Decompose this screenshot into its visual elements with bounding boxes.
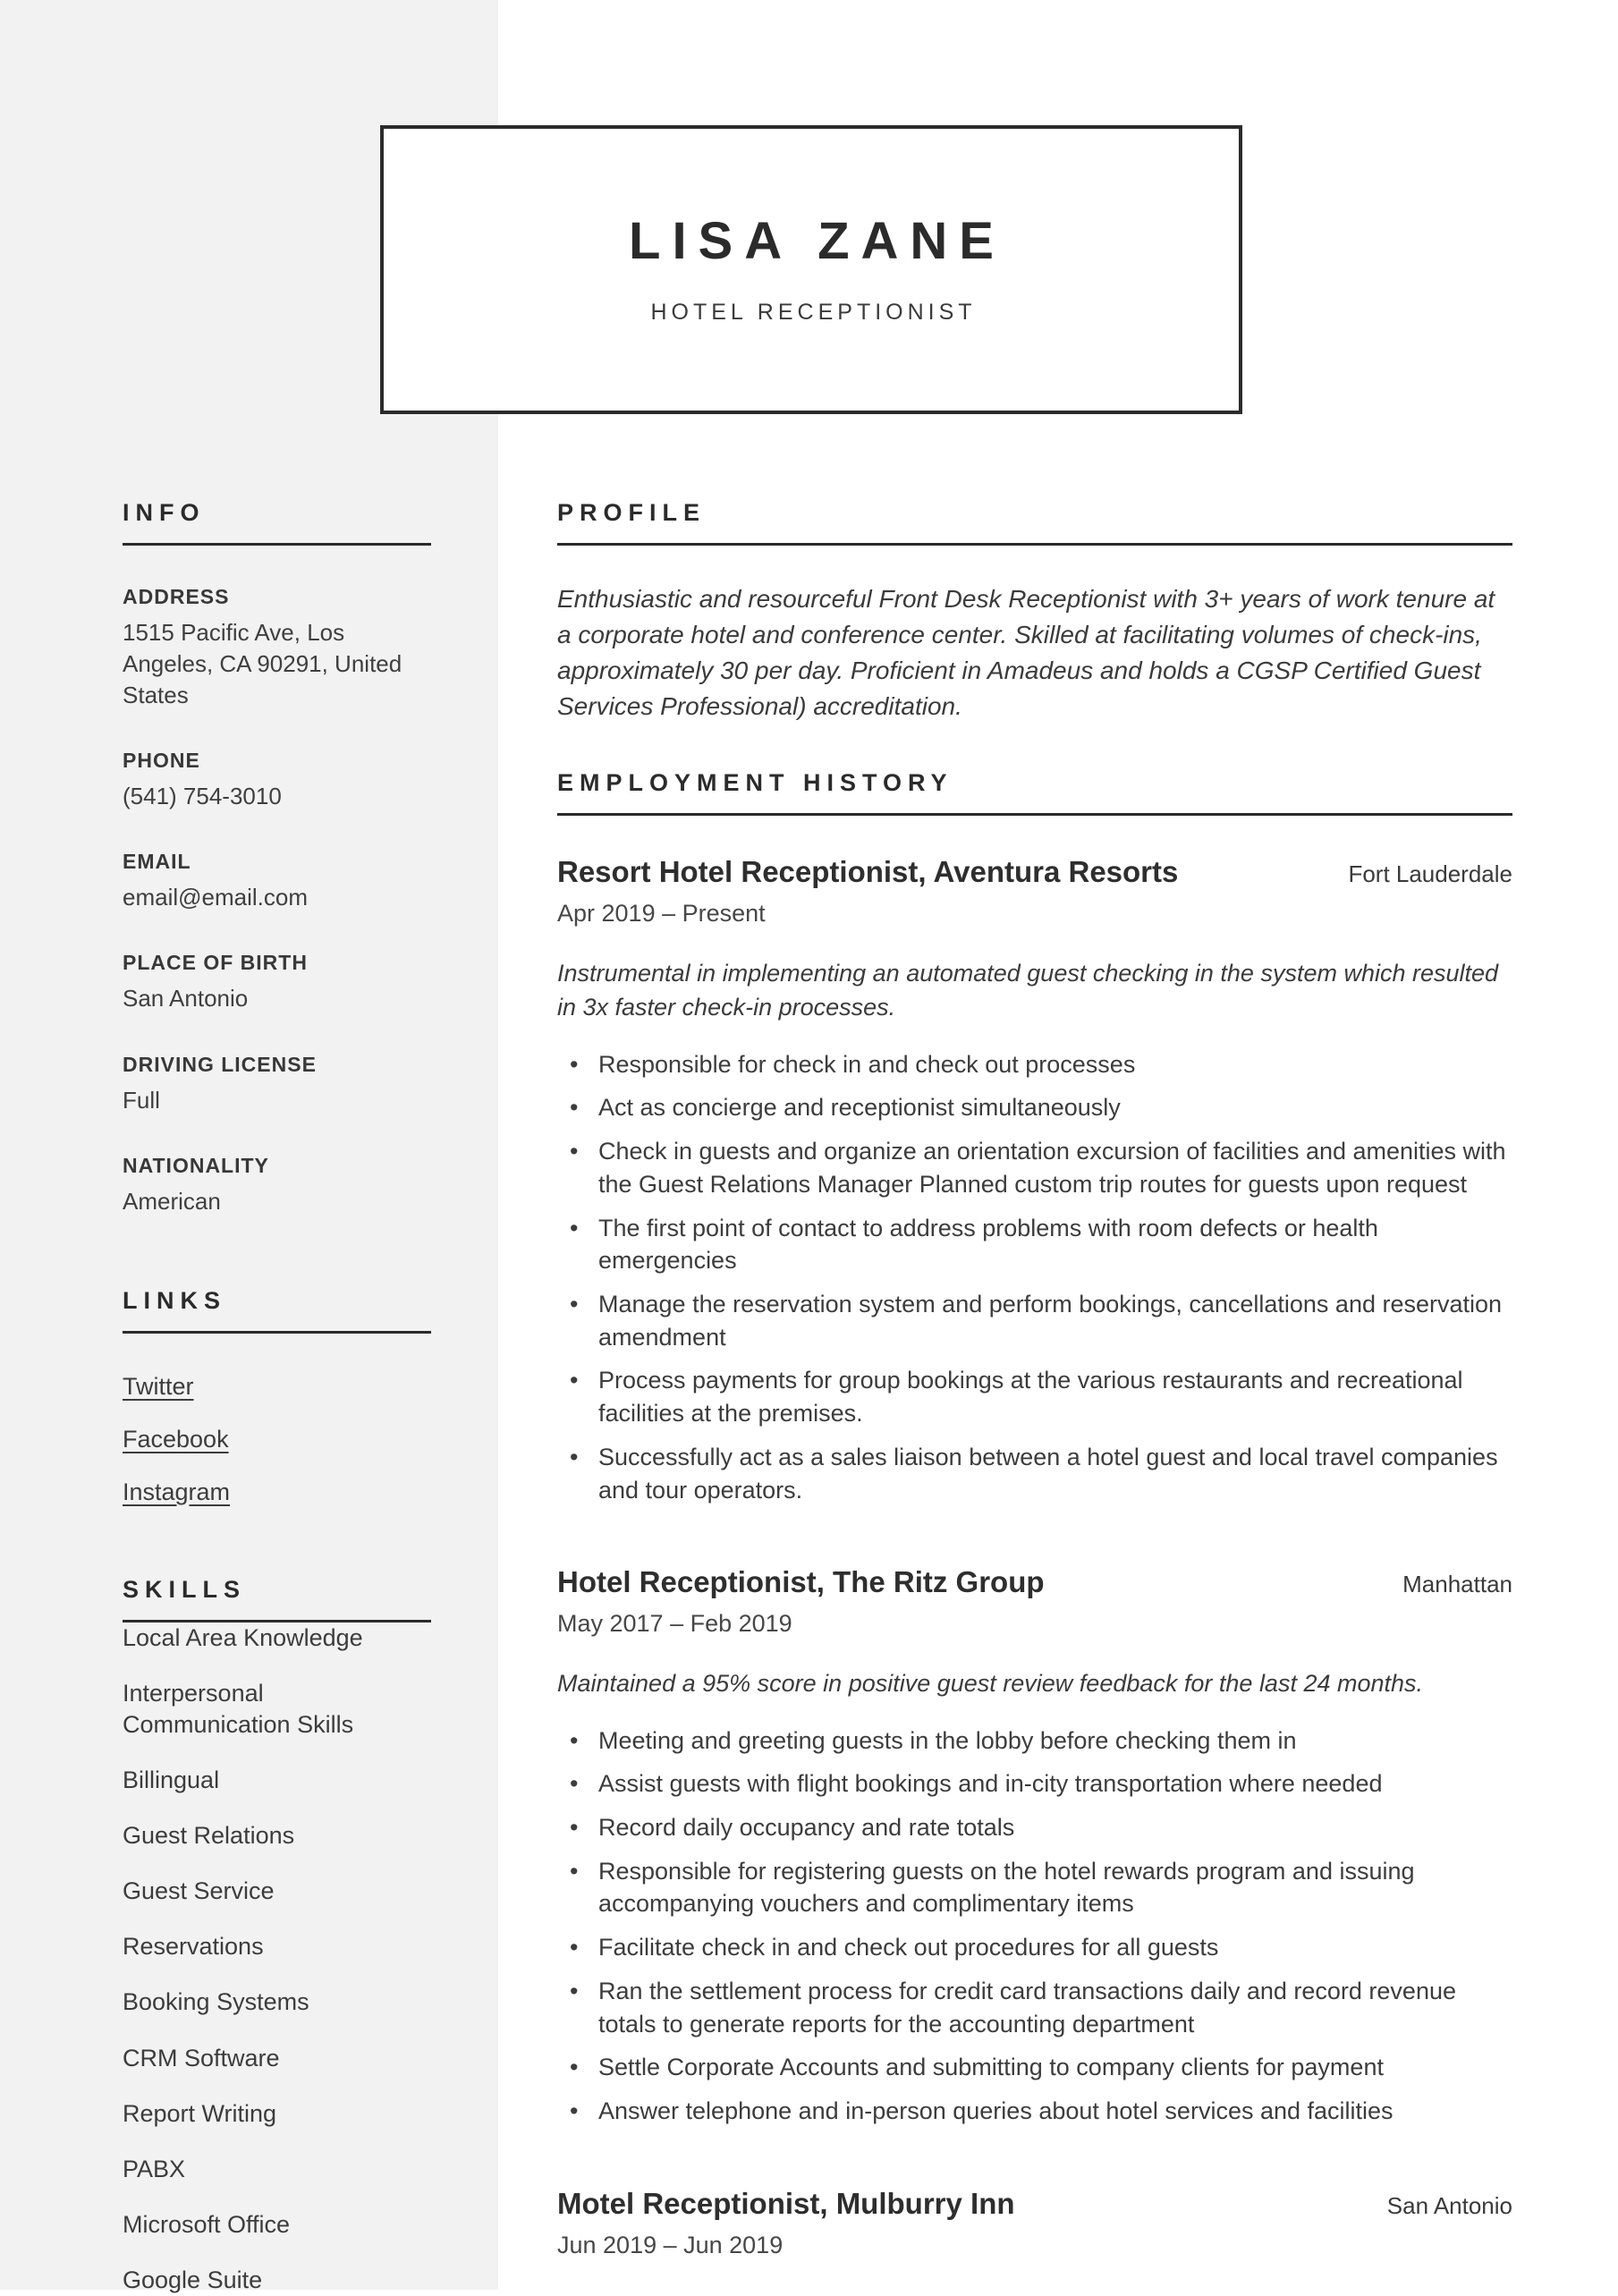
skill-item: PABX xyxy=(123,2155,186,2182)
field-value: American xyxy=(123,1187,221,1215)
job-bullet: • Record daily occupancy and rate totals xyxy=(557,1811,1512,1844)
field-label: ADDRESS xyxy=(123,585,230,608)
employment-section xyxy=(557,771,1512,2259)
job-bullet: • Responsible for check in and check out processes xyxy=(557,1048,1512,1081)
job-dates: Apr 2019 – Present xyxy=(557,900,766,928)
field-label: PHONE xyxy=(123,749,200,773)
field-label: DRIVING LICENSE xyxy=(123,1052,317,1076)
job-location: Manhattan xyxy=(1402,1571,1512,1598)
info-field-place-of-birth xyxy=(123,951,431,1014)
job-title-row xyxy=(557,2187,1512,2221)
info-field-driving-license xyxy=(123,1053,431,1116)
job-title: Resort Hotel Receptionist, Aventura Resorts xyxy=(557,855,1179,889)
job-summary: Maintained a 95% score in positive guest review feedback for the last 24 months. xyxy=(557,1670,1424,1698)
job-title: Motel Receptionist, Mulburry Inn xyxy=(557,2186,1015,2220)
profile-section xyxy=(557,501,1512,724)
link-instagram[interactable]: Instagram xyxy=(123,1478,231,1505)
job-bullet: • Meeting and greeting guests in the lobby before checking them in xyxy=(557,1724,1512,1758)
field-value: Full xyxy=(123,1086,160,1114)
candidate-name: LISA ZANE xyxy=(629,212,1005,270)
skill-item: Report Writing xyxy=(123,2099,277,2127)
field-label: EMAIL xyxy=(123,850,191,874)
main-column xyxy=(557,501,1512,2259)
info-fields xyxy=(123,585,431,1217)
job-title-row xyxy=(557,1565,1512,1599)
job-entry-ritz-group xyxy=(557,1565,1512,2127)
job-location: San Antonio xyxy=(1386,2191,1512,2219)
links-divider xyxy=(123,1331,431,1334)
job-dates: Jun 2019 – Jun 2019 xyxy=(557,2231,784,2258)
employment-heading: EMPLOYMENT HISTORY xyxy=(557,769,953,797)
job-bullet: • The first point of contact to address problems with room defects or health emergencies xyxy=(557,1212,1512,1277)
employment-divider xyxy=(557,813,1512,816)
field-value: (541) 754-3010 xyxy=(123,783,282,810)
skill-item: Guest Relations xyxy=(123,1822,295,1850)
skill-item: CRM Software xyxy=(123,2044,280,2071)
skill-item: Billingual xyxy=(123,1766,220,1794)
job-bullet-list xyxy=(557,1048,1512,1507)
links-heading: LINKS xyxy=(123,1286,226,1314)
job-bullet: • Answer telephone and in-person queries about hotel services and facilities xyxy=(557,2095,1512,2128)
field-label: PLACE OF BIRTH xyxy=(123,951,308,975)
job-bullet: • Successfully act as a sales liaison between a hotel guest and local travel companies and tour operators. xyxy=(557,1441,1512,1506)
job-bullet: • Settle Corporate Accounts and submitting to company clients for payment xyxy=(557,2051,1512,2084)
field-value: San Antonio xyxy=(123,985,249,1012)
job-bullet: • Facilitate check in and check out procedures for all guests xyxy=(557,1931,1512,1964)
field-label: NATIONALITY xyxy=(123,1153,269,1177)
links-section xyxy=(123,1286,431,1506)
job-bullet: • Responsible for registering guests on the hotel rewards program and issuing accompanying vouchers and complimentary items xyxy=(557,1855,1512,1920)
info-field-email xyxy=(123,850,431,913)
links-list xyxy=(123,1373,431,1506)
job-entry-aventura-resorts xyxy=(557,855,1512,1506)
field-value: email@email.com xyxy=(123,884,308,911)
skill-item: Google Suite xyxy=(123,2266,263,2293)
job-bullet: • Act as concierge and receptionist simultaneously xyxy=(557,1091,1512,1124)
info-heading: INFO xyxy=(123,499,206,526)
job-bullet: • Manage the reservation system and perform bookings, cancellations and reservation amendment xyxy=(557,1288,1512,1353)
job-entry-mulburry-inn xyxy=(557,2187,1512,2259)
job-bullet-list xyxy=(557,1724,1512,2128)
skills-heading: SKILLS xyxy=(123,1575,247,1603)
info-divider xyxy=(123,543,431,546)
info-field-nationality xyxy=(123,1154,431,1217)
candidate-job-title: HOTEL RECEPTIONIST xyxy=(650,300,977,325)
skill-item: Booking Systems xyxy=(123,1988,309,2016)
job-bullet: • Check in guests and organize an orientation excursion of facilities and amenities with the Guest Relations Manager Planned custom trip routes for guests upon request xyxy=(557,1135,1512,1200)
skills-list xyxy=(123,1622,431,2296)
job-bullet: • Ran the settlement process for credit card transactions daily and record revenue totals to generate reports for the accounting department xyxy=(557,1975,1512,2040)
job-location: Fort Lauderdale xyxy=(1348,860,1512,888)
job-bullet: • Assist guests with flight bookings and in-city transportation where needed xyxy=(557,1767,1512,1800)
skill-item: Guest Service xyxy=(123,1877,275,1905)
skill-item: Microsoft Office xyxy=(123,2210,291,2238)
job-bullet: • Process payments for group bookings at the various restaurants and recreational facilities at the premises. xyxy=(557,1364,1512,1429)
job-title-row xyxy=(557,855,1512,889)
info-field-address xyxy=(123,585,431,711)
profile-divider xyxy=(557,543,1512,546)
header-name-box xyxy=(380,125,1242,414)
skill-item: Local Area Knowledge xyxy=(123,1623,363,1651)
profile-heading: PROFILE xyxy=(557,499,707,526)
info-section xyxy=(123,501,431,1217)
skill-item: Interpersonal Communication Skills xyxy=(123,1679,354,1738)
link-twitter[interactable]: Twitter xyxy=(123,1372,194,1400)
info-field-phone xyxy=(123,749,431,812)
job-dates: May 2017 – Feb 2019 xyxy=(557,1610,792,1638)
profile-text: Enthusiastic and resourceful Front Desk Receptionist with 3+ years of work tenure at a corporate hotel and conference center. Skilled at facilitating volumes of check-ins, approximately 30 per day. Proficient in Amadeus and holds a CGSP Certified Guest Services Professional) accreditation. xyxy=(557,585,1495,721)
job-summary: Instrumental in implementing an automated guest checking in the system which resulted in 3x faster check-in processes. xyxy=(557,960,1499,1021)
field-value: 1515 Pacific Ave, Los Angeles, CA 90291, United States xyxy=(123,619,402,709)
skills-section xyxy=(123,1575,431,2296)
job-title: Hotel Receptionist, The Ritz Group xyxy=(557,1565,1045,1599)
skill-item: Reservations xyxy=(123,1933,264,1961)
link-facebook[interactable]: Facebook xyxy=(123,1425,229,1453)
